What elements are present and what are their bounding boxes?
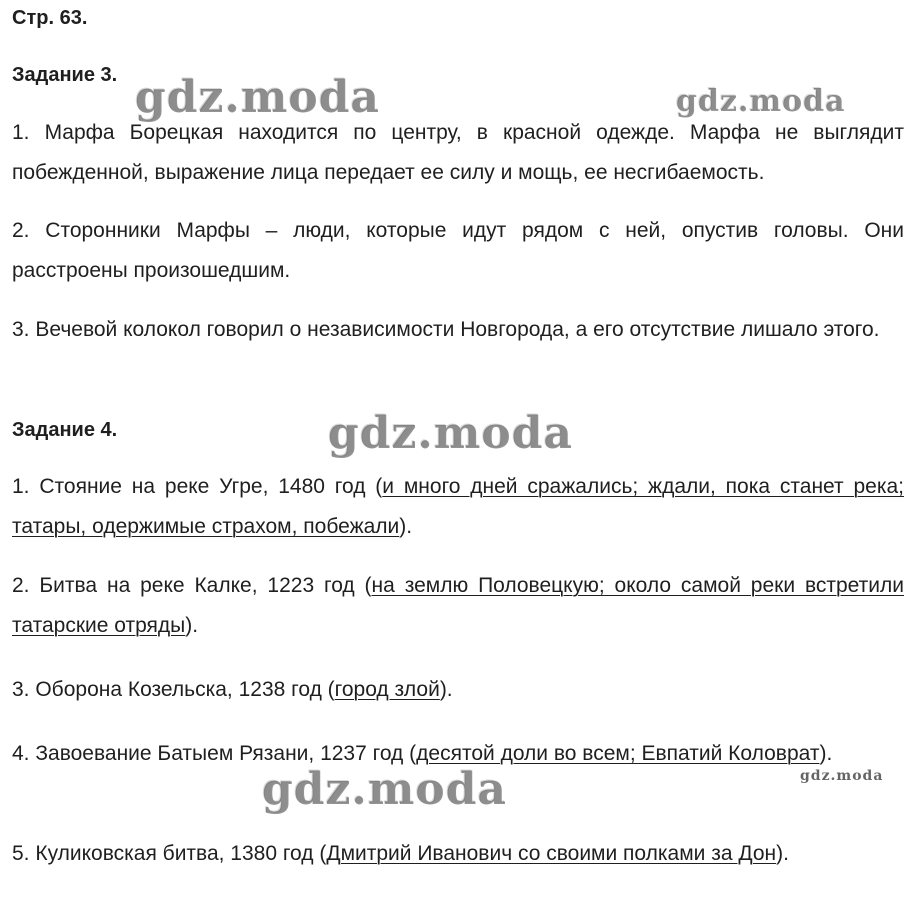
task4-item-5-text: 5. Куликовская битва, 1380 год (: [12, 842, 327, 865]
page-title: Стр. 63.: [12, 7, 88, 29]
task3-heading: Задание 3.: [12, 64, 118, 86]
task4-item-5-close: ).: [776, 842, 789, 865]
task4-item-1-answer: и много дней сражались; ждали, пока станет река; татары, одержимые страхом, побежали: [12, 475, 904, 538]
task4-item-1-text: 1. Стояние на реке Угре, 1480 год (: [12, 475, 383, 498]
task4-item-2: [12, 566, 904, 646]
task4-item-3-close: ).: [439, 678, 453, 701]
watermark-1: gdz.moda: [135, 72, 381, 123]
task4-item-2-close: ).: [185, 614, 199, 637]
watermark-4: gdz.moda: [800, 768, 884, 784]
task4-item-1: [12, 467, 904, 547]
watermark-2: gdz.moda: [676, 84, 846, 119]
watermark-3: gdz.moda: [328, 408, 574, 459]
task4-item-1-close: ).: [399, 515, 413, 538]
task4-item-2-answer: на землю Половецкую; около самой реки встретили татарские отряды: [12, 574, 904, 637]
task3-item-3: 3. Вечевой колокол говорил о независимости Новгорода, а его отсутствие лишало этого.: [12, 318, 880, 341]
task4-item-5-answer: Дмитрий Иванович со своими полками за Дон: [326, 842, 777, 865]
task3-item-1: 1. Марфа Борецкая находится по центру, в красной одежде. Марфа не выглядит побежденной, выражение лица передает ее силу и мощь, ее несгибаемость.: [12, 121, 904, 184]
task3-item-2: 2. Сторонники Марфы – люди, которые идут рядом с ней, опустив головы. Они расстроены произошедшим.: [12, 219, 904, 282]
task4-item-3-text: 3. Оборона Козельска, 1238 год (: [12, 678, 335, 701]
task4-item-3: [12, 670, 904, 710]
task4-item-3-answer: город злой: [334, 678, 440, 701]
task4-item-4-close: ).: [819, 742, 833, 765]
task4-item-4-text: 4. Завоевание Батыем Рязани, 1237 год (: [12, 742, 417, 765]
task4-item-5: [12, 834, 904, 874]
task4-heading: Задание 4.: [12, 419, 118, 441]
task4-item-2-text: 2. Битва на реке Калке, 1223 год (: [12, 574, 372, 597]
task4-item-4: [12, 734, 904, 774]
watermark-5: gdz.moda: [262, 764, 508, 815]
task4-item-4-answer: десятой доли во всем; Евпатий Коловрат: [416, 742, 820, 765]
